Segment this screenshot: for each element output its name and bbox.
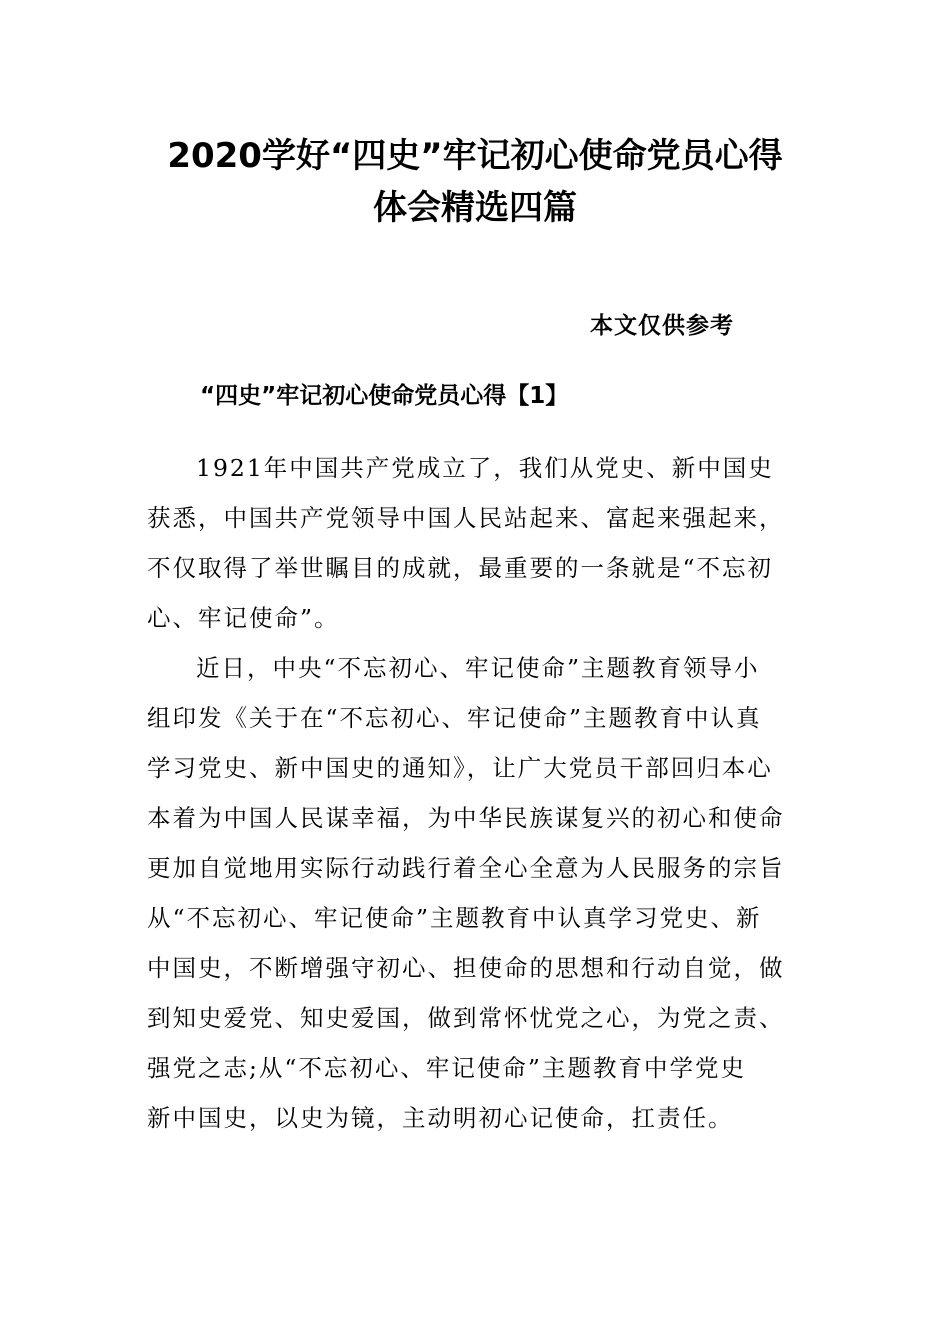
body-line: 心、牢记使命”。	[147, 604, 340, 632]
body-line: 强党之志;从“不忘初心、牢记使命”主题教育中学党史	[147, 1054, 746, 1082]
reference-note: 本文仅供参考	[590, 313, 734, 339]
section-heading: “四史”牢记初心使命党员心得【1】	[200, 383, 569, 409]
body-line: 组印发《关于在“不忘初心、牢记使命”主题教育中认真	[147, 704, 762, 732]
body-line: 更加自觉地用实际行动践行着全心全意为人民服务的宗旨	[147, 854, 785, 882]
body-line: 从“不忘初心、牢记使命”主题教育中认真学习党史、新	[147, 904, 762, 932]
body-line: 本着为中国人民谋幸福，为中华民族谋复兴的初心和使命	[147, 804, 785, 832]
body-line: 学习党史、新中国史的通知》，让广大党员干部回归本心	[147, 754, 773, 782]
body-line: 到知史爱党、知史爱国，做到常怀忧党之心，为党之责、	[147, 1004, 785, 1032]
body-line: 新中国史，以史为镜，主动明初心记使命，扛责任。	[147, 1104, 734, 1132]
document-title-line-1: 2020学好“四史”牢记初心使命党员心得	[167, 136, 783, 176]
body-line: 获悉，中国共产党领导中国人民站起来、富起来强起来，	[147, 504, 785, 532]
document-title-line-2: 体会精选四篇	[373, 188, 577, 228]
body-line: 1921年中国共产党成立了，我们从党史、新中国史	[196, 454, 774, 482]
body-line: 不仅取得了举世瞩目的成就，最重要的一条就是“不忘初	[147, 554, 774, 582]
body-line: 中国史，不断增强守初心、担使命的思想和行动自觉，做	[147, 954, 785, 982]
body-line: 近日，中央“不忘初心、牢记使命”主题教育领导小	[196, 654, 760, 682]
